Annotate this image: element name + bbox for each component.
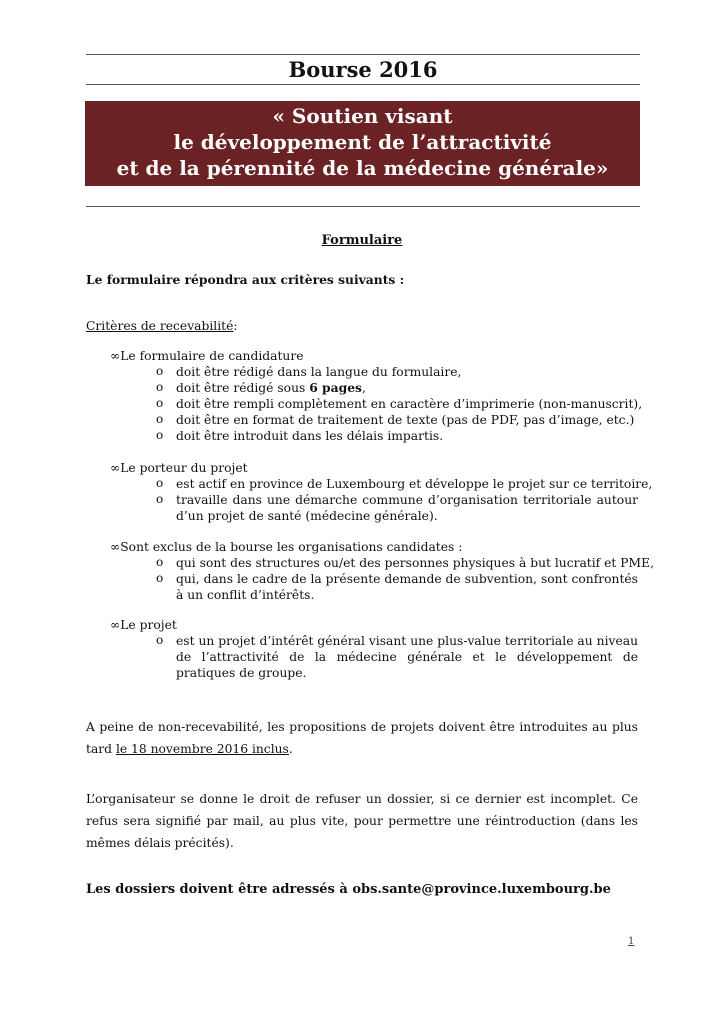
infinity-bullet-icon: ∞ [110,540,121,554]
section-heading-text: Le formulaire de candidature [120,349,304,363]
circle-bullet-icon: o [156,412,164,426]
form-heading: Formulaire [321,233,403,248]
banner-line: « Soutien visant [272,104,453,128]
banner-line: et de la pérennité de la médecine générale» [116,156,609,180]
deadline-text: A peine de non-recevabilité, les propositions de projets doivent être introduites au plus tard [86,720,638,756]
list-item: est un projet d’intérêt général visant une plus-value territoriale au niveau de l’attractivité de la médecine générale et le développement de pratiques de groupe. [176,634,638,680]
list-item: doit être en format de traitement de texte (pas de PDF, pas d’image, etc.) [176,413,635,427]
list-item: travaille dans une démarche commune d’organisation territoriale autour d’un projet de santé (médecine générale). [176,493,638,523]
section-heading-text: Le porteur du projet [120,461,248,475]
infinity-bullet-icon: ∞ [110,618,121,632]
list-item: qui sont des structures ou/et des personnes physiques à but lucratif et PME, [176,556,655,570]
list-item: doit être introduit dans les délais impartis. [176,429,444,443]
list-item-text: doit être rédigé sous [176,381,310,395]
section-heading [110,617,177,633]
criteria-label [86,318,238,334]
list-item [176,380,366,396]
deadline-end: . [288,742,293,756]
banner-line: le développement de l’attractivité [173,130,552,154]
section-heading [110,539,462,555]
page-limit: 6 pages [309,380,362,395]
circle-bullet-icon: o [156,380,164,394]
deadline-date: le 18 novembre 2016 inclus [115,742,289,756]
circle-bullet-icon: o [156,571,164,585]
top-rule [86,54,640,55]
list-item: doit être rédigé dans la langue du formulaire, [176,365,462,379]
list-item-end: , [361,381,366,395]
circle-bullet-icon: o [156,633,164,647]
circle-bullet-icon: o [156,428,164,442]
infinity-bullet-icon: ∞ [110,461,121,475]
section-heading-text: Le projet [120,618,177,632]
section-heading-text: Sont exclus de la bourse les organisations candidates : [120,540,463,554]
circle-bullet-icon: o [156,396,164,410]
page-number: 1 [628,936,635,947]
circle-bullet-icon: o [156,555,164,569]
refusal-paragraph: L’organisateur se donne le droit de refuser un dossier, si ce dernier est incomplet. Ce refus sera signifié par mail, au plus vite, pour permettre une réintroduction (dans les mêmes délais précités). [86,792,638,850]
section-heading [110,348,304,364]
list-item: est actif en province de Luxembourg et développe le projet sur ce territoire, [176,477,653,491]
infinity-bullet-icon: ∞ [110,349,121,363]
criteria-colon: : [233,319,238,333]
list-item: qui, dans le cadre de la présente demande de subvention, sont confrontés à un conflit d’intérêts. [176,572,638,602]
contact-line: Les dossiers doivent être adressés à obs.sante@province.luxembourg.be [86,882,611,897]
intro-text: Le formulaire répondra aux critères suivants : [86,272,405,287]
section-heading [110,460,248,476]
circle-bullet-icon: o [156,492,164,506]
title-rule [86,84,640,85]
circle-bullet-icon: o [156,364,164,378]
banner-rule [86,206,640,207]
criteria-label-text: Critères de recevabilité [86,319,234,333]
title-banner [85,101,640,186]
list-item: doit être rempli complètement en caractère d’imprimerie (non-manuscrit), [176,397,643,411]
page-title: Bourse 2016 [288,57,438,82]
circle-bullet-icon: o [156,476,164,490]
deadline-paragraph [86,716,638,760]
